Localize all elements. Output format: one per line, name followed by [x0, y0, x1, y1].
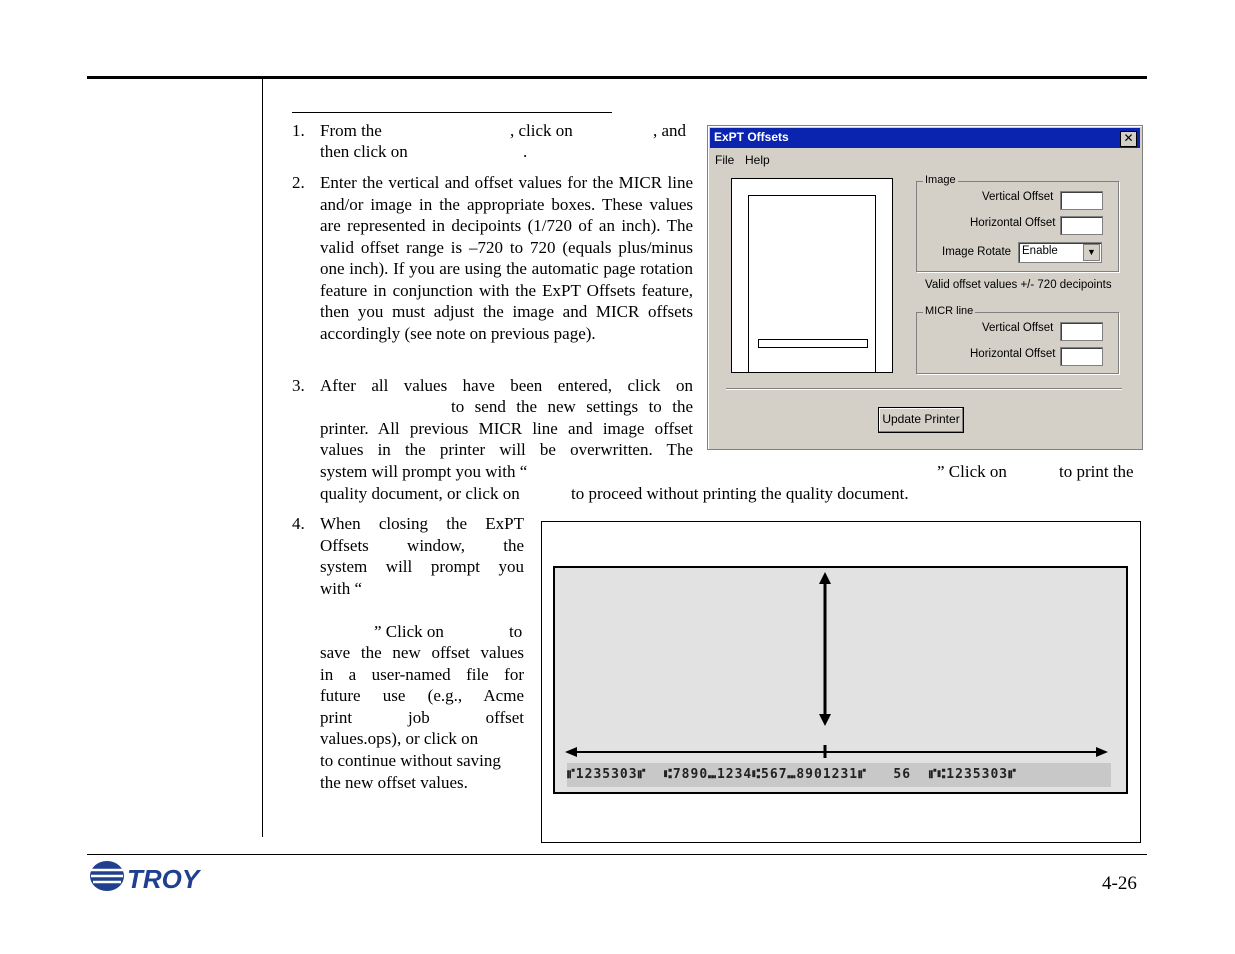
- margin-rule: [262, 79, 263, 837]
- micr-horizontal-offset-label: Horizontal Offset: [970, 348, 1056, 360]
- step-1-text: From the: [320, 121, 382, 140]
- step-3-text: After all values have been entered, click on: [320, 376, 693, 395]
- step-1-text: then click on: [320, 142, 408, 161]
- image-vertical-offset-field[interactable]: [1060, 191, 1103, 210]
- step-4-text: When closing the ExPT: [320, 514, 524, 533]
- step-4-text: values.ops), or click on: [320, 729, 479, 748]
- micr-vertical-offset-label: Vertical Offset: [982, 322, 1054, 334]
- step-4-text: the new offset values.: [320, 773, 468, 792]
- update-printer-button[interactable]: Update Printer: [878, 407, 964, 433]
- step-4-text: in a user-named file for: [320, 665, 524, 684]
- heading-underline: [292, 112, 612, 113]
- step-4-text: with “: [320, 579, 363, 598]
- step-4-text: future use (e.g., Acme: [320, 686, 524, 705]
- valid-offset-note: Valid offset values +/- 720 decipoints: [925, 279, 1112, 291]
- step-4-text: system will prompt you: [320, 557, 524, 576]
- top-rule: [87, 76, 1147, 79]
- micr-line: ⑈1235303⑈ ⑆7890⑉1234⑆567⑉8901231⑈ 56 ⑈⑆1235303⑈: [567, 763, 1111, 787]
- image-rotate-label: Image Rotate: [942, 246, 1012, 258]
- step-1-text: .: [523, 142, 528, 161]
- step-3-text: to proceed without printing the quality document.: [571, 484, 909, 503]
- expt-offsets-dialog: [707, 125, 1143, 450]
- micr-horizontal-offset-field[interactable]: [1060, 347, 1103, 366]
- step-4-text: to: [509, 622, 523, 641]
- page-preview: [731, 178, 893, 373]
- step-1-number: 1.: [292, 121, 305, 140]
- menu-file[interactable]: File: [715, 153, 735, 167]
- dialog-titlebar: [710, 128, 1140, 148]
- image-horizontal-offset-field[interactable]: [1060, 216, 1103, 235]
- step-3-text: to send the new settings to the: [451, 397, 693, 416]
- step-1-text: , and: [653, 121, 687, 140]
- micr-group-label: MICR line: [925, 305, 974, 317]
- step-4-text: to continue without saving: [320, 751, 501, 770]
- micr-vertical-offset-field[interactable]: [1060, 322, 1103, 341]
- step-4-text: ” Click on: [374, 622, 444, 641]
- bottom-rule: [87, 854, 1147, 855]
- step-4-text: print job offset: [320, 708, 524, 727]
- image-rotate-value: Enable: [1022, 245, 1058, 257]
- troy-logo: [89, 858, 209, 894]
- step-4-number: 4.: [292, 514, 305, 533]
- troy-logo-text: TROY: [127, 864, 200, 894]
- horizontal-arrow: [565, 745, 1108, 758]
- offset-arrows: [553, 566, 1128, 794]
- page-number: 4-26: [1102, 873, 1137, 894]
- dialog-title: ExPT Offsets: [714, 130, 789, 144]
- step-4-text: Offsets window, the: [320, 536, 524, 555]
- step-3-text: system will prompt you with “: [320, 462, 528, 481]
- step-3-number: 3.: [292, 376, 305, 395]
- step-3-text: values in the printer will be overwritten. The: [320, 440, 693, 459]
- step-2-number: 2.: [292, 173, 305, 192]
- step-3-text: quality document, or click on: [320, 484, 520, 503]
- vertical-offset-label: Vertical Offset: [982, 191, 1054, 203]
- step-3-text: ” Click on: [937, 462, 1007, 481]
- chevron-down-icon[interactable]: ▼: [1083, 244, 1100, 261]
- image-rotate-select[interactable]: [1018, 242, 1102, 263]
- step-3-text: printer. All previous MICR line and image offset: [320, 419, 693, 438]
- step-3-text: to print the: [1059, 462, 1134, 481]
- dialog-separator: [726, 388, 1122, 389]
- menu-help[interactable]: Help: [745, 153, 770, 167]
- micr-band-preview: [758, 339, 868, 348]
- close-icon[interactable]: ✕: [1120, 131, 1137, 147]
- vertical-arrow: [819, 572, 831, 726]
- horizontal-offset-label: Horizontal Offset: [970, 217, 1056, 229]
- step-4-text: save the new offset values: [320, 643, 524, 662]
- step-1-text: , click on: [510, 121, 573, 140]
- image-group-label: Image: [925, 174, 956, 186]
- step-2-text: Enter the vertical and offset values for the MICR line and/or image in the appropriate boxes. These values are represented in decipoints (1/720 of an inch). The valid offset range is –720 to 720 (equals plus/minus one inch). If you are using the automatic page rotation feature in conjunction with the ExPT Offsets feature, then you must adjust the image and MICR offsets accordingly (see note on previous page).: [320, 173, 693, 343]
